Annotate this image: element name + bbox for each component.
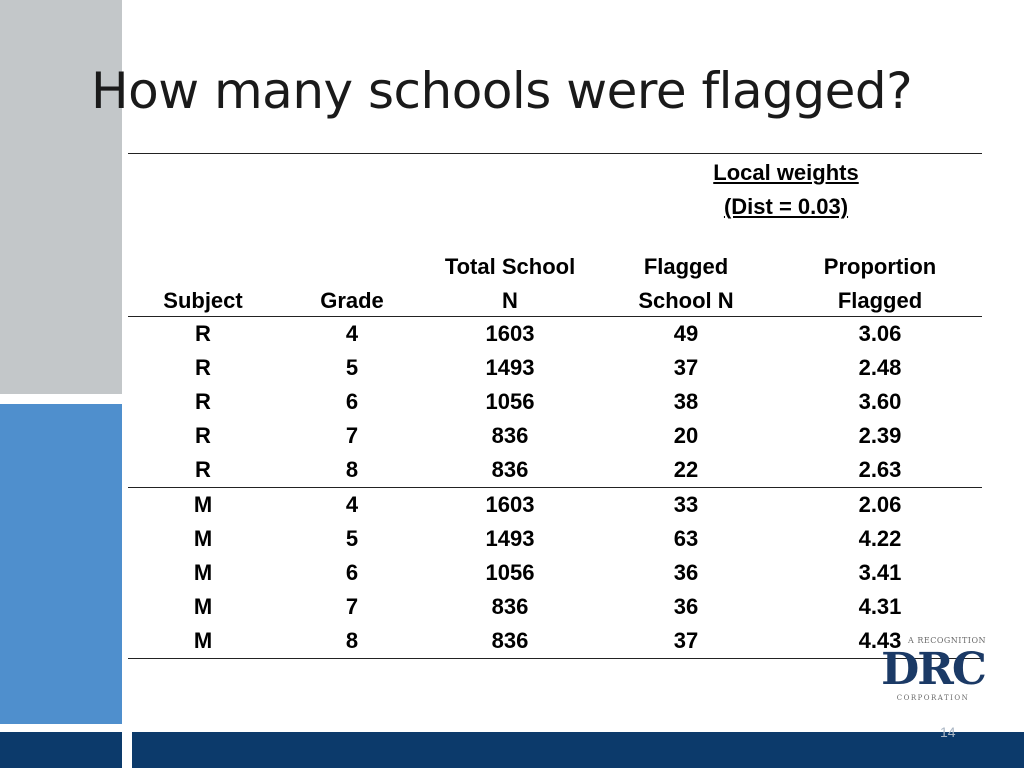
cell-flagged-n: 36 (673, 594, 699, 619)
cell-total-n: 1056 (485, 389, 535, 414)
table-row (128, 351, 982, 385)
side-bar-blue (0, 404, 122, 724)
table-row (128, 317, 982, 351)
cell-flagged-n: 49 (673, 321, 699, 346)
cell-subject: R (195, 321, 211, 346)
col-header-grade: Grade (320, 288, 384, 313)
table-row (128, 488, 982, 523)
cell-total-n: 1493 (485, 526, 535, 551)
cell-proportion: 2.48 (858, 355, 902, 380)
cell-proportion: 4.31 (858, 594, 902, 619)
table-row (128, 385, 982, 419)
cell-proportion: 4.22 (858, 526, 902, 551)
cell-subject: M (193, 492, 213, 517)
page-number: 14 (940, 724, 956, 740)
cell-proportion: 2.39 (858, 423, 902, 448)
col-header-flagged-line1: Flagged (643, 254, 729, 279)
cell-flagged-n: 36 (673, 560, 699, 585)
col-header-subject: Subject (163, 288, 243, 313)
cell-grade: 6 (345, 389, 359, 414)
cell-flagged-n: 20 (673, 423, 699, 448)
cell-grade: 5 (345, 355, 359, 380)
cell-total-n: 1603 (485, 492, 535, 517)
cell-total-n: 836 (491, 594, 529, 619)
logo-tagline: A RECOGNITION (908, 636, 986, 645)
col-header-total-line2: N (502, 288, 518, 313)
cell-total-n: 1493 (485, 355, 535, 380)
cell-subject: R (195, 389, 211, 414)
cell-flagged-n: 37 (673, 355, 699, 380)
cell-proportion: 3.06 (858, 321, 902, 346)
table-row (128, 522, 982, 556)
cell-flagged-n: 38 (673, 389, 699, 414)
cell-total-n: 836 (491, 628, 529, 653)
logo-subline: CORPORATION (896, 694, 970, 702)
cell-grade: 8 (345, 457, 359, 482)
table-row (128, 419, 982, 453)
cell-subject: M (193, 594, 213, 619)
cell-subject: R (195, 457, 211, 482)
cell-proportion: 3.60 (858, 389, 902, 414)
logo-mark: DRC (881, 644, 985, 695)
cell-subject: M (193, 526, 213, 551)
footer-bar-left (0, 732, 122, 768)
cell-subject: R (195, 355, 211, 380)
cell-subject: M (193, 628, 213, 653)
col-header-total-line1: Total School (444, 254, 576, 279)
side-bar-gray (0, 0, 122, 394)
cell-grade: 7 (345, 594, 359, 619)
table-row (128, 556, 982, 590)
col-header-proportion-line1: Proportion (823, 254, 937, 279)
cell-grade: 4 (345, 321, 359, 346)
cell-grade: 5 (345, 526, 359, 551)
slide-title: How many schools were flagged? (91, 62, 913, 120)
table-body (128, 317, 982, 659)
cell-subject: M (193, 560, 213, 585)
cell-subject: R (195, 423, 211, 448)
cell-proportion: 2.06 (858, 492, 902, 517)
cell-total-n: 1603 (485, 321, 535, 346)
cell-flagged-n: 63 (673, 526, 699, 551)
flagged-schools-table (128, 153, 982, 659)
group-header-line1: Local weights (713, 160, 859, 185)
cell-grade: 4 (345, 492, 359, 517)
cell-grade: 6 (345, 560, 359, 585)
group-header-line2: (Dist = 0.03) (723, 194, 849, 219)
cell-proportion: 4.43 (858, 628, 902, 653)
table-header (128, 154, 982, 316)
drc-logo (880, 636, 986, 706)
table-row (128, 624, 982, 659)
cell-flagged-n: 33 (673, 492, 699, 517)
col-header-flagged-line2: School N (638, 288, 734, 313)
footer-bar (132, 732, 1024, 768)
cell-total-n: 836 (491, 457, 529, 482)
col-header-proportion-line2: Flagged (837, 288, 923, 313)
cell-proportion: 3.41 (858, 560, 902, 585)
cell-grade: 8 (345, 628, 359, 653)
cell-flagged-n: 22 (673, 457, 699, 482)
cell-flagged-n: 37 (673, 628, 699, 653)
table-row (128, 590, 982, 624)
cell-grade: 7 (345, 423, 359, 448)
table-row (128, 453, 982, 488)
cell-proportion: 2.63 (858, 457, 902, 482)
cell-total-n: 1056 (485, 560, 535, 585)
cell-total-n: 836 (491, 423, 529, 448)
